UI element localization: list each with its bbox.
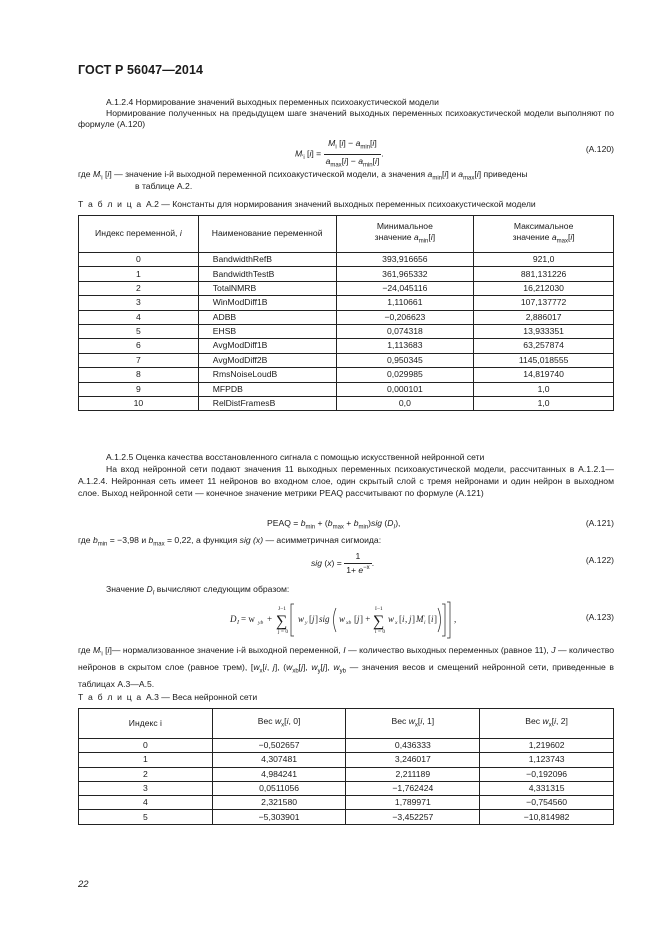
- b-min-value: = −3,98 и: [109, 535, 147, 545]
- cell-index: 9: [79, 382, 199, 396]
- cell-index: 1: [79, 267, 199, 281]
- cell-w0: −5,303901: [212, 810, 346, 824]
- cell-w1: −3,452257: [346, 810, 480, 824]
- table-row: [79, 296, 614, 310]
- svg-text:i: i: [431, 614, 434, 624]
- where2-b: — нормализованное значение i-й выходной переменной,: [111, 645, 341, 655]
- cell-max: 1145,018555: [474, 353, 614, 367]
- table-row: [79, 739, 614, 753]
- cell-w1: −1,762424: [346, 781, 480, 795]
- table-a2: [78, 215, 614, 411]
- svg-text:j = 0: j = 0: [278, 629, 289, 635]
- cell-w0: 2,321580: [212, 796, 346, 810]
- svg-text:sig: sig: [319, 614, 330, 624]
- paragraph-a124: Нормирование полученных на предыдущем шаге значений выходных переменных психоакустической модели выполняют по формуле (А.120): [78, 108, 614, 130]
- svg-text:]: ]: [315, 614, 318, 624]
- table-header-row: [79, 709, 614, 739]
- cell-name: ADBB: [198, 310, 336, 324]
- cell-name: EHSB: [198, 324, 336, 338]
- cell-w1: 1,789971: [346, 796, 480, 810]
- equation-number-a121: (А.121): [585, 518, 614, 528]
- fraction: $\frac{1}{1+ e^{-x}}$: [346, 551, 370, 576]
- table-row: [79, 281, 614, 295]
- cell-w1: 3,246017: [346, 753, 480, 767]
- col-header-min: Минимальное значение $a_{min}[i]$: [336, 216, 474, 253]
- svg-text:]: ]: [412, 614, 415, 624]
- svg-text:[: [: [428, 614, 431, 624]
- caption-text: А.2 — Константы для нормирования значений выходных переменных психоакустической модели: [146, 199, 536, 209]
- cell-w2: 1,219602: [480, 739, 614, 753]
- cell-max: 14,819740: [474, 368, 614, 382]
- cell-min: 1,113683: [336, 339, 474, 353]
- cell-min: 361,965332: [336, 267, 474, 281]
- svg-text:y: y: [305, 620, 308, 626]
- svg-text:+: +: [267, 614, 273, 624]
- col-header-max: Максимальное значение $a_{max}[i]$: [474, 216, 614, 253]
- cell-index: 5: [79, 324, 199, 338]
- svg-text:i: i: [424, 620, 426, 626]
- table-row: [79, 810, 614, 824]
- col-header-w2: Вес $w_x[i$, 2]: [480, 709, 614, 739]
- table-row: [79, 781, 614, 795]
- cell-max: 881,131226: [474, 267, 614, 281]
- cell-w0: 4,307481: [212, 753, 346, 767]
- cell-index: 3: [79, 296, 199, 310]
- caption-label: Т а б л и ц а: [78, 199, 143, 209]
- table-a3: [78, 708, 614, 825]
- svg-text:yb: yb: [258, 620, 264, 626]
- equation-number-a120: (А.120): [585, 144, 614, 154]
- svg-text:M: M: [416, 614, 424, 624]
- where2-d: — количество нейронов в скрытом слое (равное трем),: [78, 645, 615, 672]
- cell-index: 0: [79, 739, 213, 753]
- where-tail: приведены: [483, 169, 528, 179]
- cell-w2: −10,814982: [480, 810, 614, 824]
- table-row: [79, 767, 614, 781]
- sig-text: — асимметричная сигмоида:: [265, 535, 382, 545]
- table-row: [79, 339, 614, 353]
- cell-index: 1: [79, 753, 213, 767]
- svg-text:I: I: [237, 620, 239, 626]
- table-row: [79, 253, 614, 267]
- svg-text:i: i: [402, 614, 405, 624]
- cell-name: TotalNMRB: [198, 281, 336, 295]
- cell-name: AvgModDiff1B: [198, 339, 336, 353]
- where-line-2: в таблице А.2.: [135, 181, 193, 191]
- svg-text:[: [: [399, 614, 402, 624]
- cell-index: 0: [79, 253, 199, 267]
- svg-text:i = 0: i = 0: [375, 629, 386, 635]
- svg-text:D: D: [230, 614, 237, 624]
- cell-index: 10: [79, 396, 199, 410]
- table-a3-caption: [78, 692, 257, 703]
- where-text: — значение i-й выходной переменной психоакустической модели, а значения: [114, 169, 426, 179]
- table-row: [79, 796, 614, 810]
- cell-max: 1,0: [474, 382, 614, 396]
- col-header-w0: Вес $w_x[i$, 0]: [212, 709, 346, 739]
- cell-min: 0,029985: [336, 368, 474, 382]
- cell-name: WinModDiff1B: [198, 296, 336, 310]
- table-row: [79, 368, 614, 382]
- svg-text:j: j: [312, 614, 315, 624]
- svg-text:[: [: [354, 614, 357, 624]
- table-row: [79, 267, 614, 281]
- caption-text: А.3 — Веса нейронной сети: [146, 692, 258, 702]
- svg-text:': ': [424, 615, 425, 621]
- svg-text:xb: xb: [346, 620, 352, 626]
- svg-text:] +: ] +: [360, 614, 371, 624]
- where-clause-a120: где $M_{'i}$ [i] — значение i-й выходной переменной психоакустической модели, а значения $a_{min}[i]$ и $a_{max}[i]$ приведены: [78, 169, 528, 182]
- section-heading-a124: А.1.2.4 Нормирование значений выходных переменных психоакустической модели: [106, 97, 439, 107]
- fraction: $\frac{M_i [i] - a_{min}[i]}{a_{max}[i] - a_{min}[i]}$: [325, 138, 380, 169]
- table-row: [79, 396, 614, 410]
- equation-number-a123: (А.123): [585, 612, 614, 622]
- cell-min: −0,206623: [336, 310, 474, 324]
- svg-text:j: j: [357, 614, 360, 624]
- cell-index: 6: [79, 339, 199, 353]
- d-intro-line: Значение $D_I$ вычисляют следующим образом:: [106, 584, 290, 597]
- cell-max: 921,0: [474, 253, 614, 267]
- col-header-w1: Вес $w_x[i$, 1]: [346, 709, 480, 739]
- svg-text:= w: = w: [241, 614, 255, 624]
- svg-text:,: ,: [405, 614, 408, 624]
- where2-c: — количество выходных переменных (равное 11),: [348, 645, 549, 655]
- svg-text:j: j: [409, 614, 412, 624]
- cell-index: 8: [79, 368, 199, 382]
- cell-index: 5: [79, 810, 213, 824]
- svg-text:∑: ∑: [373, 613, 385, 630]
- cell-name: BandwidthRefB: [198, 253, 336, 267]
- cell-index: 7: [79, 353, 199, 367]
- svg-text:J−1: J−1: [278, 606, 286, 612]
- cell-name: RelDistFramesB: [198, 396, 336, 410]
- col-header-name: Наименование переменной: [198, 216, 336, 253]
- b-lead: где: [78, 535, 91, 545]
- where-lead: где: [78, 169, 91, 179]
- table-row: [79, 382, 614, 396]
- cell-index: 4: [79, 796, 213, 810]
- where2-a: где: [78, 645, 91, 655]
- cell-max: 13,933351: [474, 324, 614, 338]
- formula-a123: [230, 600, 470, 640]
- formula-a123-graphic: [230, 600, 470, 640]
- cell-w2: −0,192096: [480, 767, 614, 781]
- cell-w0: −0,502657: [212, 739, 346, 753]
- cell-min: 1,110661: [336, 296, 474, 310]
- cell-index: 2: [79, 281, 199, 295]
- col-header-index: Индекс переменной, i: [79, 216, 199, 253]
- cell-w1: 0,436333: [346, 739, 480, 753]
- svg-text:w: w: [339, 614, 346, 624]
- cell-max: 107,137772: [474, 296, 614, 310]
- cell-w1: 2,211189: [346, 767, 480, 781]
- cell-index: 4: [79, 310, 199, 324]
- cell-min: 0,074318: [336, 324, 474, 338]
- cell-min: 0,950345: [336, 353, 474, 367]
- table-row: [79, 353, 614, 367]
- cell-min: 0,0: [336, 396, 474, 410]
- svg-text:[: [: [309, 614, 312, 624]
- svg-text:w: w: [298, 614, 305, 624]
- paragraph-a125: На вход нейронной сети подают значения 11 выходных переменных психоакустической модели, рассчитанных в А.1.2.1—А.1.2.4. Нейронная сеть имеет 11 нейронов во входном слое, один скрытый слой с тремя нейронами и один нейрон в выходном слое. Выход нейронной сети — конечное значение метрики PEAQ рассчитывают по формуле (А.121): [78, 464, 614, 499]
- col-header-index: Индекс i: [79, 709, 213, 739]
- formula-a121: PEAQ = $b_{min} + (b_{max} + b_{min})sig$ $(D_I)$,: [267, 518, 401, 531]
- cell-min: 393,916656: [336, 253, 474, 267]
- caption-label: Т а б л и ц а: [78, 692, 143, 702]
- cell-max: 2,886017: [474, 310, 614, 324]
- cell-w0: 4,984241: [212, 767, 346, 781]
- table-row: [79, 310, 614, 324]
- svg-text:I−1: I−1: [375, 606, 383, 612]
- table-row: [79, 324, 614, 338]
- formula-a120: $M_{'i}$ [i] = $\frac{M_i [i] - a_{min}[i]}{a_{max}[i] - a_{min}[i]}$ .: [295, 138, 384, 169]
- cell-max: 1,0: [474, 396, 614, 410]
- b-values-line: где $b_{min} = -3,98$ и $b_{max} = 0,22$, а функция sig (x) — асимметричная сигмоида:: [78, 535, 382, 548]
- cell-name: AvgModDiff2B: [198, 353, 336, 367]
- cell-max: 16,212030: [474, 281, 614, 295]
- b-max-value: = 0,22, а функция: [167, 535, 238, 545]
- svg-text:,: ,: [454, 614, 457, 624]
- d-intro-b: вычисляют следующим образом:: [156, 584, 290, 594]
- svg-text:]: ]: [434, 614, 437, 624]
- cell-w2: 4,331315: [480, 781, 614, 795]
- cell-name: BandwidthTestB: [198, 267, 336, 281]
- cell-name: RmsNoiseLoudB: [198, 368, 336, 382]
- cell-w2: 1,123743: [480, 753, 614, 767]
- cell-name: MFPDB: [198, 382, 336, 396]
- cell-index: 2: [79, 767, 213, 781]
- table-header-row: [79, 216, 614, 253]
- formula-a122: sig (x) = $\frac{1}{1+ e^{-x}}$ .: [311, 551, 375, 576]
- svg-text:w: w: [388, 614, 395, 624]
- cell-w2: −0,754560: [480, 796, 614, 810]
- page-number: 22: [78, 879, 89, 890]
- document-id: ГОСТ Р 56047—2014: [78, 63, 204, 77]
- cell-index: 3: [79, 781, 213, 795]
- table-row: [79, 753, 614, 767]
- where2-e: — значения весов и смещений нейронной сети, приведенные в таблицах А.3—А.5.: [78, 661, 614, 689]
- svg-text:∑: ∑: [276, 613, 288, 630]
- table-a2-caption: [78, 199, 536, 210]
- section-heading-a125: А.1.2.5 Оценка качества восстановленного сигнала с помощью искусственной нейронной сети: [106, 452, 485, 462]
- where-clause-a123: где $M_{'i}$ [i]— нормализованное значение i-й выходной переменной, I — количество выходных переменных (равное 11), J — количество нейронов в скрытом слое (равное трем), [$w_x[i$, j], ($w_{xb}[j]$, $w_y[j]$, $w_{yb}$ — значения весов и смещений нейронной сети, приведенные в таблицах А.3—А.5.: [78, 645, 615, 689]
- equation-number-a122: (А.122): [585, 555, 614, 565]
- cell-min: 0,000101: [336, 382, 474, 396]
- cell-w0: 0,0511056: [212, 781, 346, 795]
- cell-max: 63,257874: [474, 339, 614, 353]
- d-intro-a: Значение: [106, 584, 145, 594]
- svg-text:x: x: [395, 620, 398, 626]
- cell-min: −24,045116: [336, 281, 474, 295]
